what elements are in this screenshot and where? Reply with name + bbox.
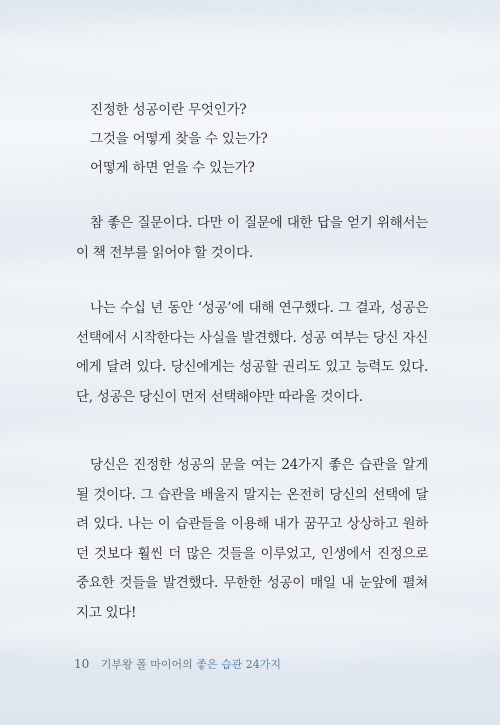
body-paragraph: 참 좋은 질문이다. 다만 이 질문에 대한 답을 얻기 위해서는 이 책 전부를 읽어야 할 것이다.	[76, 215, 428, 261]
question-line: 어떻게 하면 얻을 수 있는가?	[90, 160, 255, 176]
body-paragraph: 당신은 진정한 성공의 문을 여는 24가지 좋은 습관을 알게 될 것이다. 그 습관을 배울지 말지는 온전히 당신의 선택에 달려 있다. 나는 이 습관들을 이용해 내가 꿈꾸고 상상하고 원하던 것보다 훨씬 더 많은 것들을 이루었고, 인생에서 진정으로 중요한 것들을 발견했다. 무한한 성공이 매일 내 눈앞에 펼쳐지고 있다!	[76, 457, 428, 621]
book-title-prefix: 기부왕 폴 마이어의	[100, 658, 193, 671]
body-paragraph: 나는 수십 년 동안 ‘성공’에 대해 연구했다. 그 결과, 성공은 선택에서 시작한다는 사실을 발견했다. 성공 여부는 당신 자신에게 달려 있다. 당신에게는 성공할 권리도 있고 능력도 있다. 단, 성공은 당신이 먼저 선택해야만 따라올 것이다.	[76, 300, 428, 405]
question-line: 그것을 어떻게 찾을 수 있는가?	[90, 131, 268, 147]
question-line: 진정한 성공이란 무엇인가?	[90, 102, 247, 118]
question-list	[90, 96, 268, 183]
page-footer	[74, 656, 281, 672]
page-number: 10	[74, 657, 90, 671]
book-title-series: 좋은 습관 24가지	[196, 658, 282, 671]
